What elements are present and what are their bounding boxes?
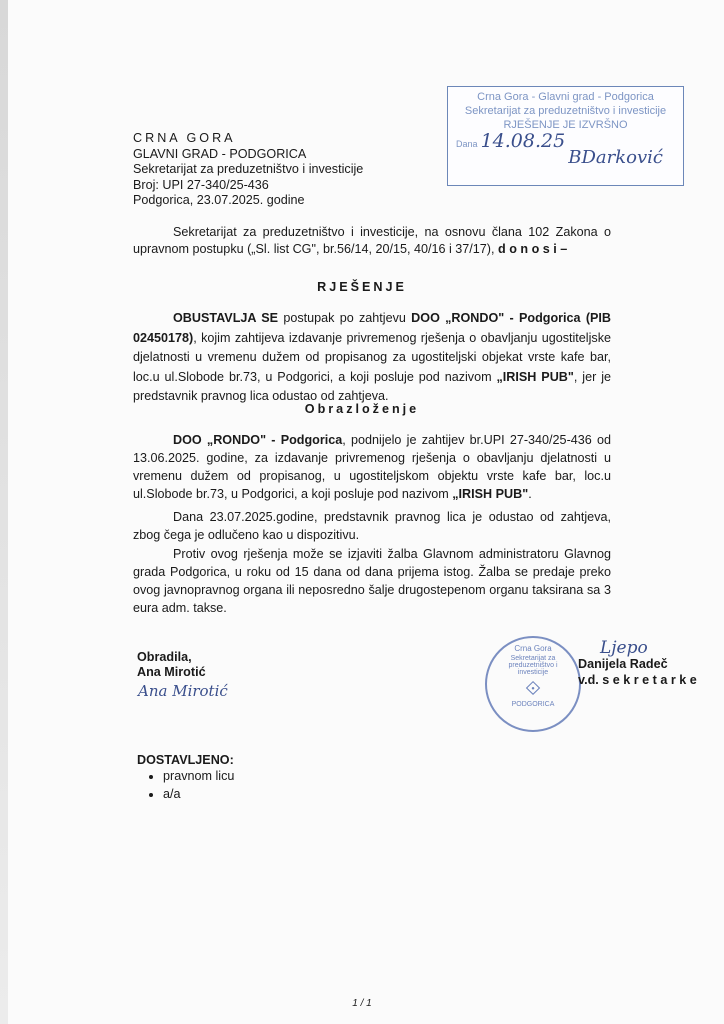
signatory-name: Danijela Radeč — [578, 657, 668, 671]
document-date: Podgorica, 23.07.2025. godine — [133, 193, 305, 207]
prepared-by — [137, 650, 206, 680]
reasoning-paragraph-2: Dana 23.07.2025.godine, predstavnik pravnog lica je odustao od zahtjeva, zbog čega je odlučeno kao u dispozitivu. — [133, 510, 611, 542]
decision-paragraph: OBUSTAVLJA SE postupak po zahtjevu DOO „RONDO" - Podgorica (PIB 02450178), kojim zahtijeva izdavanje privremenog rješenja o obavljanju ugostiteljske djelatnosti u vremenu dužem od propisanog za ugostiteljski objekat vrste kafe bar, loc.u ul.Slobode br.73, u Podgorici, a koji posluje pod nazivom „IRISH PUB", jer je predstavnik pravnog lica odustao od zahtjeva. — [133, 311, 612, 403]
prepared-name: Ana Mirotić — [137, 665, 206, 679]
prepared-signature: Ana Mirotić — [138, 682, 228, 700]
delivered-item: • a/a — [163, 785, 234, 803]
delivered-label: DOSTAVLJENO: — [137, 753, 234, 767]
office: Sekretarijat za preduzetništvo i investicije — [133, 162, 364, 176]
intro-paragraph: Sekretarijat za preduzetništvo i investicije, na osnovu člana 102 Zakona o upravnom postupku („Sl. list CG", br.56/14, 20/15, 40/16 i 37/17), d o n o s i – — [133, 225, 611, 256]
seal-top: Crna Gora — [514, 644, 552, 653]
prepared-label: Obradila, — [137, 650, 192, 664]
reasoning-title: Obrazloženje — [304, 402, 420, 416]
page-number: 1 / 1 — [352, 998, 372, 1009]
seal-ring: Sekretarijat za preduzetništvo i investicije — [508, 655, 558, 676]
stamp-date: 14.08.25 — [480, 130, 566, 152]
decision-title: RJEŠENJE — [317, 280, 407, 294]
official-seal: Crna Gora Sekretarijat za preduzetništvo i investicije ⟐ PODGORICA — [485, 636, 581, 732]
signatory — [578, 657, 697, 688]
document-header — [133, 131, 363, 209]
stamp-signature: BDarković — [568, 147, 663, 168]
stamp-line: Crna Gora - Glavni grad - Podgorica — [477, 91, 654, 103]
stamp-line: Sekretarijat za preduzetništvo i investicije — [464, 105, 667, 117]
city: GLAVNI GRAD - PODGORICA — [133, 146, 307, 161]
country: CRNA GORA — [133, 131, 236, 145]
execution-stamp — [447, 86, 684, 186]
stamp-line: RJEŠENJE JE IZVRŠNO — [503, 119, 628, 131]
reasoning-paragraph-1: DOO „RONDO" - Podgorica, podnijelo je zahtijev br.UPI 27-340/25-436 od 13.06.2025. godine, za izdavanje privremenog rješenja o obavljanju djelatnosti u vremenu dužem od propisanog, u ugostiteljskom objektu vrste kafe bar, loc.u ul.Slobode br.73, u Podgorici, a koji posluje pod nazivom „IRISH PUB". — [133, 433, 612, 501]
case-number: Broj: UPI 27-340/25-436 — [133, 177, 269, 192]
scan-edge — [0, 0, 8, 1024]
signatory-title: v.d. s e k r e t a r k e — [578, 672, 697, 687]
seal-city: PODGORICA — [511, 701, 555, 708]
delivered-item: • pravnom licu — [163, 767, 234, 785]
reasoning-paragraph-3: Protiv ovog rješenja može se izjaviti žalba Glavnom administratoru Glavnog grada Podgorica, u roku od 15 dana od dana prijema istog. Žalba se predaje preko ovog javnopravnog organa ili neposredno šalje drugostepenom organu taksirana sa 3 eura adm. takse. — [133, 547, 611, 615]
delivered-section — [137, 753, 234, 803]
signatory-signature: Ljepo — [600, 638, 648, 658]
stamp-date-label: Dana — [456, 139, 478, 149]
